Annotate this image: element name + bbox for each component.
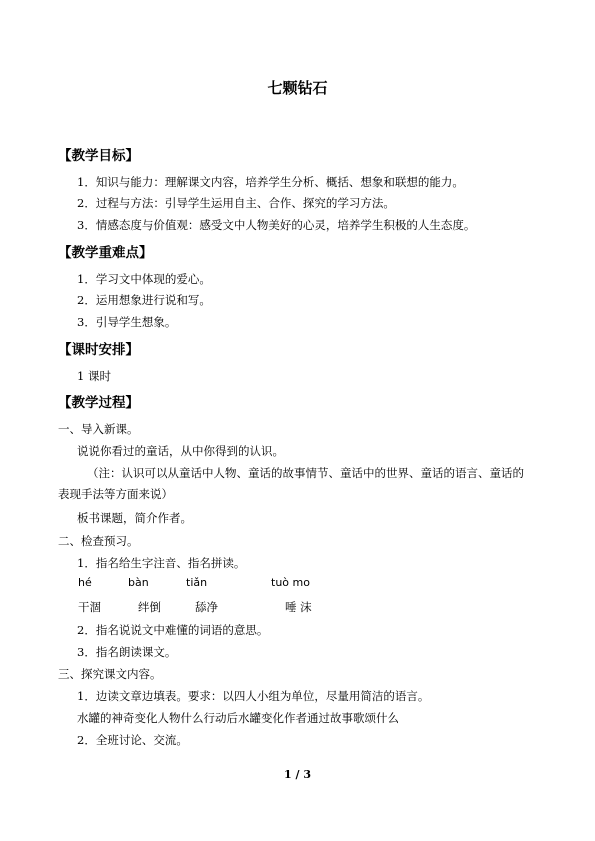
key-point-item-2: 2．运用想象进行说和写。 — [77, 293, 211, 307]
process-step-1-line-2: 板书课题，简介作者。 — [77, 511, 192, 525]
hanzi-4: 唾 沫 — [285, 600, 312, 614]
key-point-item-1: 1．学习文中体现的爱心。 — [77, 272, 211, 286]
process-step-3-table-header: 水罐的神奇变化人物什么行动后水罐变化作者通过故事歌颂什么 — [77, 711, 399, 725]
process-step-2-line-2: 2．指名说说文中难懂的词语的意思。 — [77, 623, 269, 637]
key-point-item-3: 3．引导学生想象。 — [77, 315, 177, 329]
process-step-3-line-1: 1．边读文章边填表。要求：以四人小组为单位，尽量用简洁的语言。 — [77, 689, 430, 703]
goal-item-2: 2．过程与方法：引导学生运用自主、合作、探究的学习方法。 — [77, 196, 395, 210]
pinyin-1: hé — [78, 576, 92, 589]
pinyin-4: tuò mo — [271, 576, 310, 589]
section-heading-schedule: 【课时安排】 — [58, 342, 139, 358]
section-heading-process: 【教学过程】 — [58, 395, 139, 411]
pinyin-2: bàn — [128, 576, 149, 589]
section-heading-key-points: 【教学重难点】 — [58, 245, 153, 261]
process-step-1-line-1: 说说你看过的童话，从中你得到的认识。 — [77, 444, 284, 458]
page-number: 1 / 3 — [284, 768, 311, 781]
hanzi-1: 干涸 — [78, 600, 101, 614]
process-step-1-note-a: （注：认识可以从童话中人物、童话的故事情节、童话中的世界、童话的语言、童话的 — [87, 466, 524, 480]
goal-item-1: 1．知识与能力：理解课文内容，培养学生分析、概括、想象和联想的能力。 — [77, 175, 464, 189]
page-title: 七颗钻石 — [267, 79, 328, 97]
schedule-text: 1 课时 — [77, 369, 111, 383]
hanzi-2: 绊倒 — [138, 600, 161, 614]
process-step-2-line-3: 3．指名朗读课文。 — [77, 645, 177, 659]
goal-item-3: 3．情感态度与价值观：感受文中人物美好的心灵，培养学生积极的人生态度。 — [77, 218, 476, 232]
process-step-1-title: 一、导入新课。 — [58, 422, 139, 436]
process-step-2-line-1: 1．指名给生字注音、指名拼读。 — [77, 556, 246, 570]
section-heading-goals: 【教学目标】 — [58, 148, 139, 164]
process-step-2-title: 二、检查预习。 — [58, 534, 139, 548]
pinyin-3: tiǎn — [186, 576, 208, 589]
process-step-1-note-b: 表现手法等方面来说） — [58, 487, 173, 501]
hanzi-3: 舔净 — [195, 600, 218, 614]
process-step-3-line-2: 2．全班讨论、交流。 — [77, 733, 188, 747]
process-step-3-title: 三、探究课文内容。 — [58, 667, 162, 681]
